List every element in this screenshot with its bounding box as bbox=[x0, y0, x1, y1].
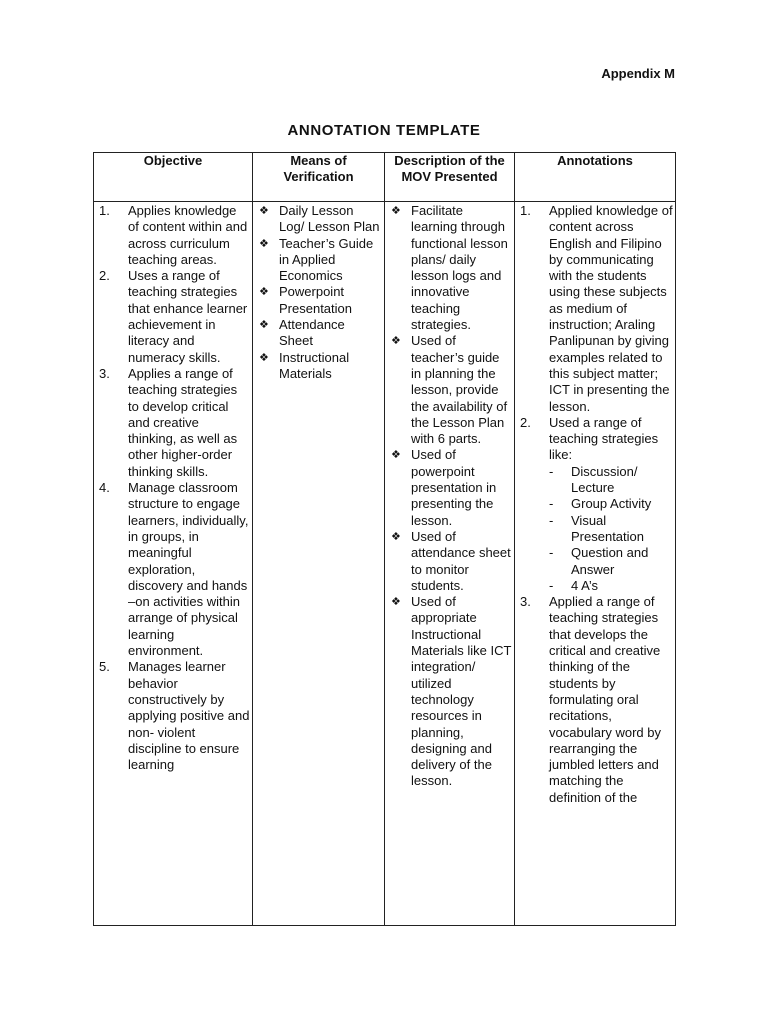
list-item bbox=[253, 284, 384, 317]
objective-list bbox=[94, 203, 252, 773]
strategy-text: Group Activity bbox=[571, 496, 652, 512]
list-item: - Visual Presentation bbox=[549, 512, 644, 544]
diamond-bullet-icon: ❖ bbox=[259, 205, 269, 217]
objective-text: Uses a range of teaching strategies that enhance learner achievement in literacy and numeracy skills. bbox=[128, 268, 248, 365]
table-header-row bbox=[94, 153, 676, 202]
list-item bbox=[385, 447, 514, 528]
strategy-text: Discussion/ Lecture bbox=[571, 463, 638, 496]
description-text: Used of appropriate Instructional Materials like ICT integration/ utilized technology resources in planning, designing and delivery of the lesson. bbox=[411, 594, 512, 789]
description-text: Used of teacher’s guide in planning the lesson, provide the availability of the Lesson Plan with 6 parts. bbox=[411, 333, 508, 447]
annotation-table bbox=[93, 152, 676, 926]
list-item: 1. Applies knowledge of content within and across curriculum teaching areas. bbox=[99, 203, 248, 267]
means-text: Attendance Sheet bbox=[279, 317, 345, 349]
strategy-text: Question and Answer bbox=[571, 545, 649, 577]
means-text: Teacher’s Guide in Applied Economics bbox=[279, 235, 374, 284]
header-description: Description of the MOV Presented bbox=[385, 153, 515, 202]
diamond-bullet-icon: ❖ bbox=[391, 530, 401, 543]
list-item bbox=[253, 203, 384, 236]
list-item bbox=[385, 594, 514, 790]
list-item bbox=[385, 333, 514, 447]
diamond-bullet-icon: ❖ bbox=[391, 596, 401, 609]
list-item: - Discussion/ Lecture bbox=[549, 463, 638, 496]
list-item: - Group Activity bbox=[549, 496, 652, 512]
diamond-bullet-icon: ❖ bbox=[259, 237, 269, 250]
list-item: 3. Applied a range of teaching strategies that develops the critical and creative thinking of the students by formulating oral recitations, vocabulary word by rearranging the jumbled letters and matching the definition of the bbox=[520, 594, 661, 805]
objective-text: Manage classroom structure to engage learners, individually, in groups, in meaningful exploration, discovery and hands –on activities within arrange of physical learning environment. bbox=[128, 480, 249, 659]
means-text: Powerpoint Presentation bbox=[279, 284, 352, 316]
annotations-list bbox=[515, 203, 675, 806]
description-cell bbox=[385, 202, 515, 926]
description-list bbox=[385, 203, 514, 790]
description-text: Used of powerpoint presentation in presenting the lesson. bbox=[411, 447, 497, 528]
list-item bbox=[385, 529, 514, 594]
annotation-text: Used a range of teaching strategies like: bbox=[549, 414, 659, 463]
list-item: 2. Uses a range of teaching strategies that enhance learner achievement in literacy and numeracy skills. bbox=[99, 268, 248, 365]
means-text: Instructional Materials bbox=[279, 349, 350, 381]
list-item: - 4 A’s bbox=[549, 577, 598, 593]
list-item bbox=[385, 203, 514, 333]
table-row bbox=[94, 202, 676, 926]
objective-text: Applies a range of teaching strategies to develop critical and creative thinking, as well as other higher-order thinking skills. bbox=[128, 365, 238, 479]
strategy-text: 4 A’s bbox=[571, 577, 598, 593]
list-item bbox=[253, 350, 384, 383]
means-list bbox=[253, 203, 384, 382]
annotation-text: Applied knowledge of content across English and Filipino by communicating with the students using these subjects as medium of instruction; Araling Panlipunan by giving examples related to this subject matter; ICT in presenting the lesson. bbox=[549, 203, 673, 414]
means-text: Daily Lesson Log/ Lesson Plan bbox=[279, 203, 380, 235]
diamond-bullet-icon: ❖ bbox=[259, 286, 269, 299]
list-item: 4. Manage classroom structure to engage learners, individually, in groups, in meaningful exploration, discovery and hands –on activities within arrange of physical learning environment. bbox=[99, 480, 249, 659]
diamond-bullet-icon: ❖ bbox=[259, 351, 269, 364]
diamond-bullet-icon: ❖ bbox=[391, 449, 401, 462]
annotations-cell bbox=[515, 202, 676, 926]
objective-cell bbox=[94, 202, 253, 926]
means-cell bbox=[253, 202, 385, 926]
page-title: ANNOTATION TEMPLATE bbox=[287, 122, 481, 139]
diamond-bullet-icon: ❖ bbox=[259, 319, 269, 332]
list-item: 3. Applies a range of teaching strategies to develop critical and creative thinking, as well as other higher-order thinking skills. bbox=[99, 365, 238, 479]
description-text: Used of attendance sheet to monitor students. bbox=[411, 528, 511, 593]
appendix-label: Appendix M bbox=[601, 66, 675, 81]
annotation-text: Applied a range of teaching strategies that develops the critical and creative thinking of the students by formulating oral recitations, vocabulary word by rearranging the jumbled letters and matching the definition of the bbox=[549, 594, 661, 805]
list-item: 1. Applied knowledge of content across English and Filipino by communicating with the students using these subjects as medium of instruction; Araling Panlipunan by giving examples related to this subject matter; ICT in presenting the lesson. bbox=[520, 203, 673, 414]
header-means-of-verification: Means of Verification bbox=[253, 153, 385, 202]
list-item: - Question and Answer bbox=[549, 545, 649, 577]
list-item: 5. Manages learner behavior constructively by applying positive and non- violent discipline to ensure learning bbox=[99, 659, 250, 773]
description-text: Facilitate learning through functional lesson plans/ daily lesson logs and innovative teaching strategies. bbox=[411, 203, 508, 333]
objective-text: Applies knowledge of content within and across curriculum teaching areas. bbox=[128, 203, 248, 267]
header-annotations: Annotations bbox=[515, 153, 676, 202]
diamond-bullet-icon: ❖ bbox=[391, 205, 401, 217]
strategy-list bbox=[549, 464, 673, 594]
objective-text: Manages learner behavior constructively by applying positive and non- violent discipline to ensure learning bbox=[128, 659, 250, 773]
list-item bbox=[253, 317, 384, 350]
header-objective: Objective bbox=[94, 153, 253, 202]
list-item bbox=[253, 236, 384, 285]
strategy-text: Visual Presentation bbox=[571, 512, 644, 544]
diamond-bullet-icon: ❖ bbox=[391, 335, 401, 348]
list-item: 2. Used a range of teaching strategies like: - Discussion/ Lecture - Group Activity - Visual Presentation - Question and Answer - 4 A’s bbox=[515, 415, 675, 594]
